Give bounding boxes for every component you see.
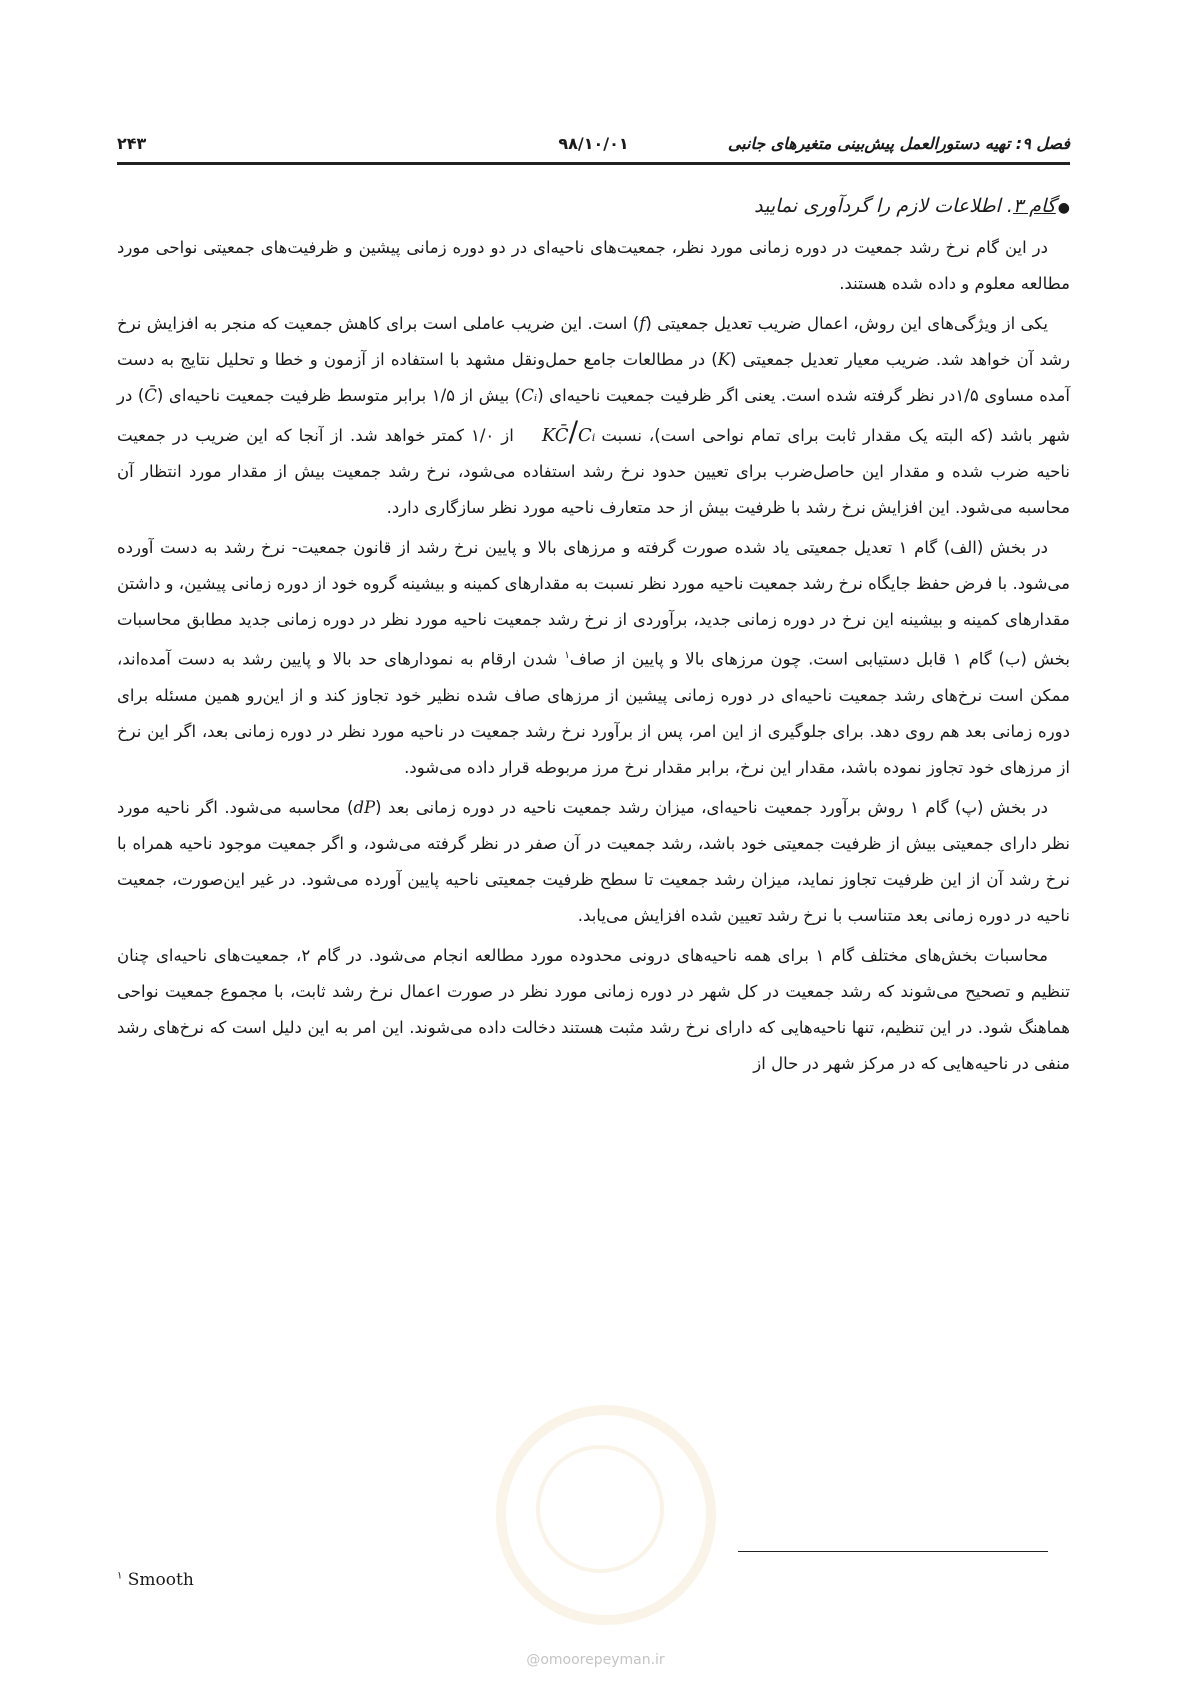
chapter-title: فصل ۹: تهیه دستورالعمل پیش‌بینی متغیرهای جانبی xyxy=(727,134,1070,153)
watermark-seal-icon xyxy=(496,1405,716,1625)
header-date: ۹۸/۱۰/۰۱ xyxy=(558,134,629,153)
main-content xyxy=(117,188,1070,1086)
symbol-Cbar: C̄ xyxy=(144,386,157,405)
ratio-formula: KC̄/Cᵢ xyxy=(541,415,596,448)
page-header xyxy=(117,128,1070,165)
watermark-site: @omoorepeyman.ir xyxy=(526,1652,665,1668)
footnote-number: ۱ xyxy=(117,1570,123,1582)
symbol-K: K xyxy=(717,350,731,369)
paragraph-5: محاسبات بخش‌های مختلف گام ۱ برای همه ناحیه‌های درونی محدوده مورد مطالعه انجام می‌شود. در گام ۲، جمعیت‌های ناحیه‌ای چنان تنظیم و تصحیح می‌شوند که رشد جمعیت در کل شهر در دوره زمانی مورد نظر در صورت اعمال نرخ رشد ثابت، با مجموع جمعیت نواحی هماهنگ شود. در این تنظیم، تنها ناحیه‌هایی که دارای نرخ رشد مثبت هستند دخالت داده می‌شوند. این امر به این دلیل است که نرخ‌های رشد منفی در ناحیه‌هایی که در مرکز شهر در حال از xyxy=(117,945,1070,1073)
paragraph-1: در این گام نرخ رشد جمعیت در دوره زمانی مورد نظر، جمعیت‌های ناحیه‌ای در دو دوره زمانی پیشین و ظرفیت‌های جمعیتی نواحی مورد مطالعه معلوم و داده شده هستند. xyxy=(117,238,1070,293)
step-text: . اطلاعات لازم را گردآوری نمایید xyxy=(754,195,1013,217)
footnote-text: Smooth xyxy=(127,1570,194,1590)
paragraph-4: در بخش (پ) گام ۱ روش برآورد جمعیت ناحیه‌ای، میزان رشد جمعیت ناحیه در دوره زمانی بعد (dP) محاسبه می‌شود. اگر ناحیه مورد نظر دارای جمعیتی بیش از ظرفیت جمعیتی خود باشد، رشد جمعیت در آن صفر در نظر گرفته می‌شود، و اگر جمعیت موجود ناحیه همراه با نرخ رشد آن از این ظرفیت تجاوز نماید، میزان رشد جمعیت تا سطح ظرفیت جمعیتی ناحیه پایین آورده می‌شود. در غیر این‌صورت، جمعیت ناحیه در دوره زمانی بعد متناسب با نرخ رشد تعیین شده افزایش می‌یابد. xyxy=(117,797,1070,925)
footnote-ref: ۱ xyxy=(564,650,570,661)
footnote-divider xyxy=(738,1551,1048,1552)
footnote xyxy=(117,1570,194,1590)
paragraph-3: در بخش (الف) گام ۱ تعدیل جمعیتی یاد شده صورت گرفته و مرزهای بالا و پایین نرخ رشد از قانون جمعیت- نرخ رشد به دست آورده می‌شود. با فرض حفظ جایگاه نرخ رشد جمعیت ناحیه مورد نظر نسبت به مقدارهای کمینه و بیشینه گروه خود از دوره زمانی پیشین، و داشتن مقدارهای کمینه و بیشینه این نرخ در دوره زمانی جدید، برآوردی از نرخ رشد جمعیت ناحیه مورد نظر در دوره زمانی جدید مطابق محاسبات بخش (ب) گام ۱ قابل دستیابی است. چون مرزهای بالا و پایین از صاف$^۱$ شدن ارقام به نمودارهای حد بالا و پایین رشد به دست آمده‌اند، ممکن است نرخ‌های رشد جمعیت ناحیه‌ای در دوره زمانی پیشین از مرزهای صاف شده نظیر خود تجاوز کند و از این‌رو همین مسئله برای دوره زمانی بعد هم روی دهد. برای جلوگیری از این امر، پس از برآورد نرخ رشد جمعیت در ناحیه مورد نظر در دوره زمانی بعد، اگر این نرخ از مرزهای خود تجاوز نموده باشد، مقدار این نرخ، برابر مقدار نرخ مرز مربوطه قرار داده می‌شود. xyxy=(117,538,1070,777)
bullet-icon: ● xyxy=(1057,200,1070,216)
paragraph-2: یکی از ویژگی‌های این روش، اعمال ضریب تعدیل جمعیتی (f) است. این ضریب عاملی است برای کاهش جمعیت که منجر به افزایش نرخ رشد آن خواهد شد. ضریب معیار تعدیل جمعیتی (K) در مطالعات جامع حمل‌ونقل مشهد با استفاده از آزمون و خطا و تحلیل نتایج به دست آمده مساوی ۱/۵در نظر گرفته شده است. یعنی اگر ظرفیت جمعیت ناحیه‌ای (Cᵢ) بیش از ۱/۵ برابر متوسط ظرفیت جمعیت ناحیه‌ای (C̄) در شهر باشد (که البته یک مقدار ثابت برای تمام نواحی است)، نسبتKC̄/Cᵢاز ۱/۰ کمتر خواهد شد. از آنجا که این ضریب در جمعیت ناحیه ضرب شده و مقدار این حاصل‌ضرب برای تعیین حدود نرخ رشد استفاده می‌شود، نرخ رشد جمعیت بیش از مقدار مورد انتظار آن محاسبه می‌شود. این افزایش نرخ رشد با ظرفیت بیش از حد متعارف ناحیه مورد نظر سازگاری دارد. xyxy=(117,314,1071,517)
symbol-Ci: Cᵢ xyxy=(521,386,538,405)
step-label: گام ۳ xyxy=(1012,195,1056,217)
symbol-dP: dP xyxy=(353,797,376,817)
step-heading xyxy=(117,188,1070,226)
page-number: ۲۴۳ xyxy=(117,134,147,153)
symbol-f: f xyxy=(639,314,646,333)
